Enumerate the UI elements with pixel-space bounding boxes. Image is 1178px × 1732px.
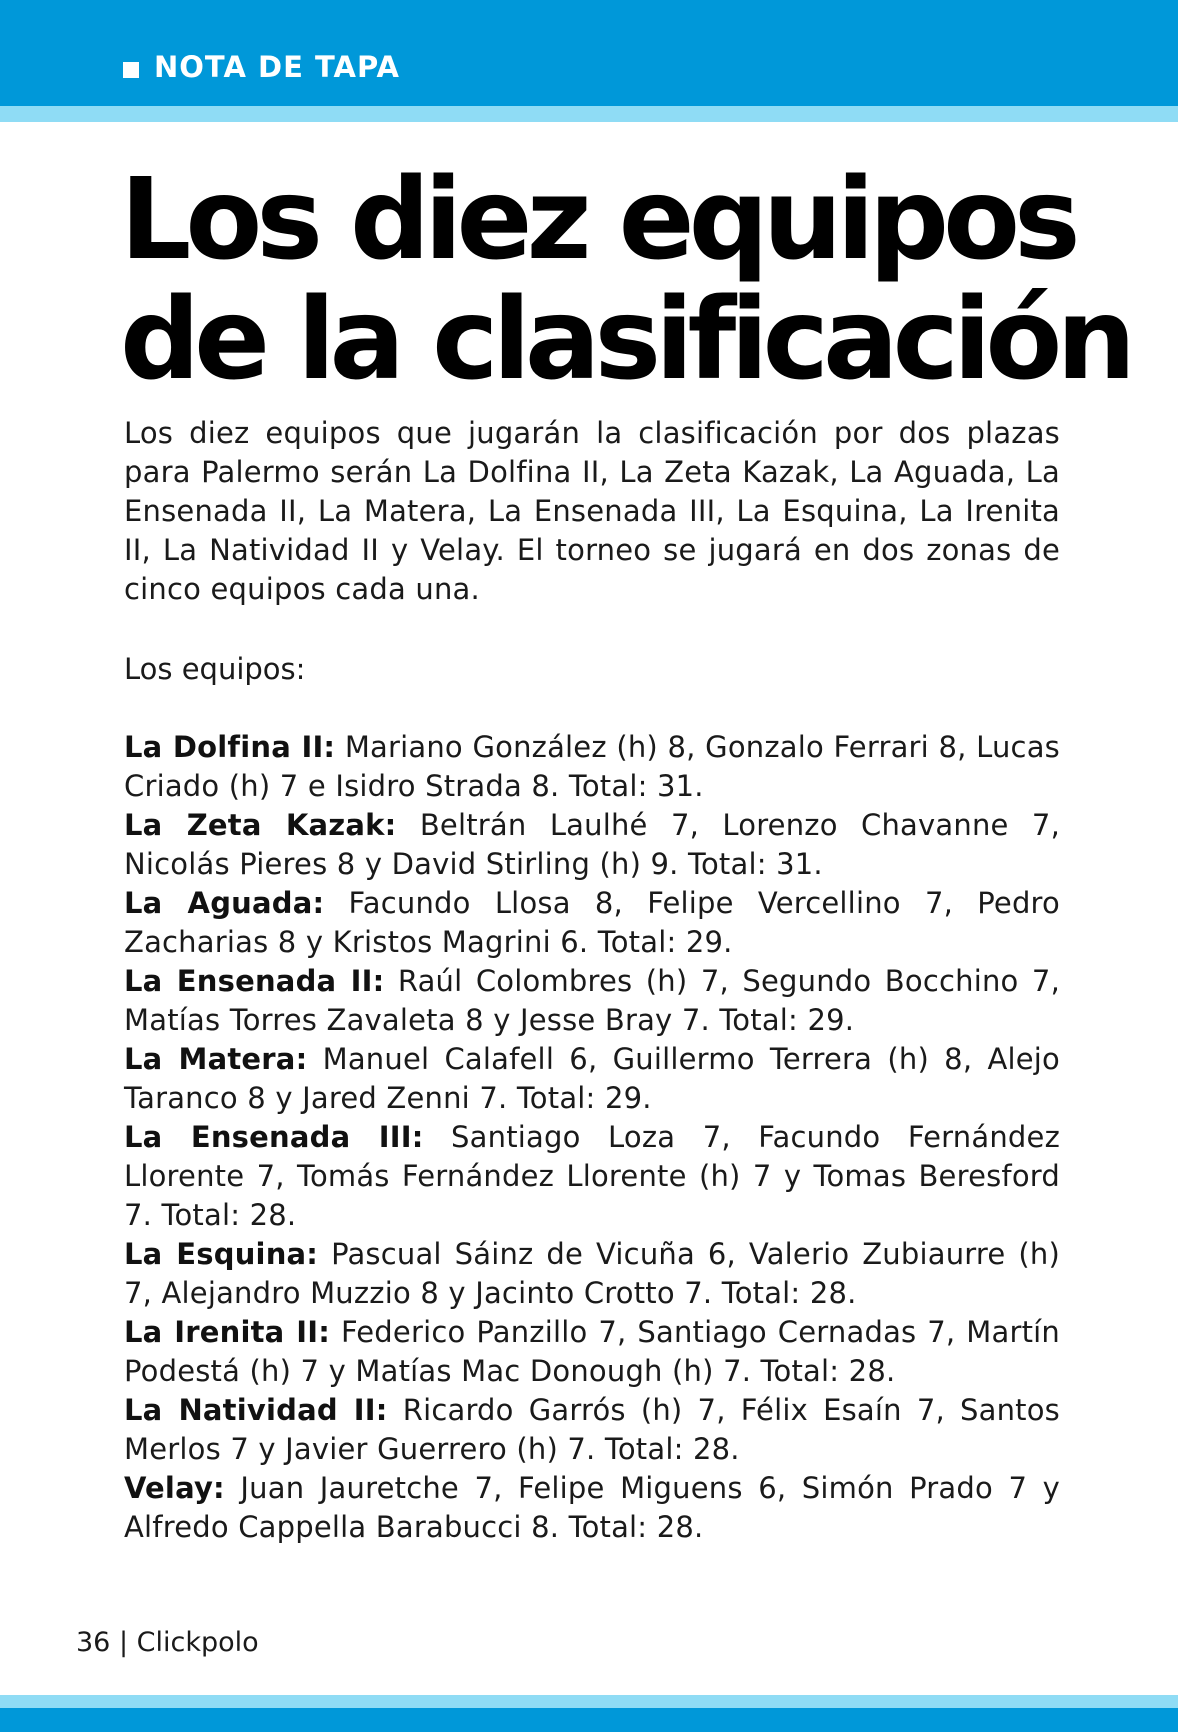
team-entry	[124, 1118, 1060, 1235]
team-name: La Irenita II:	[124, 1315, 331, 1349]
team-players: Juan Jauretche 7, Felipe Miguens 6, Simón Prado 7 y Alfredo Cappella Barabucci 8. Total: 28.	[124, 1471, 1061, 1544]
team-entry	[124, 728, 1060, 806]
team-entry	[124, 1235, 1060, 1313]
team-entry	[124, 962, 1060, 1040]
footer-band	[0, 1708, 1178, 1732]
team-name: La Natividad II:	[124, 1393, 388, 1427]
teams-heading: Los equipos:	[124, 652, 306, 686]
team-players: Facundo Llosa 8, Felipe Vercellino 7, Pedro Zacharias 8 y Kristos Magrini 6. Total: 29.	[124, 886, 1060, 959]
team-players: Raúl Colombres (h) 7, Segundo Bocchino 7, Matías Torres Zavaleta 8 y Jesse Bray 7. Total: 29.	[124, 964, 1060, 1037]
team-players: Mariano González (h) 8, Gonzalo Ferrari 8, Lucas Criado (h) 7 e Isidro Strada 8. Total: 31.	[124, 730, 1060, 803]
team-entry	[124, 884, 1060, 962]
footer-stripe	[0, 1695, 1178, 1708]
page-folio: 36 | Clickpolo	[76, 1627, 259, 1658]
section-label: NOTA DE TAPA	[154, 50, 400, 84]
team-entry	[124, 1313, 1060, 1391]
title-line-1: Los diez equipos	[120, 155, 1075, 285]
team-name: La Ensenada III:	[124, 1120, 424, 1154]
team-players: Federico Panzillo 7, Santiago Cernadas 7, Martín Podestá (h) 7 y Matías Mac Donough (h) 7. Total: 28.	[124, 1315, 1060, 1388]
team-entry	[124, 1040, 1060, 1118]
team-entry	[124, 806, 1060, 884]
team-players: Ricardo Garrós (h) 7, Félix Esaín 7, Santos Merlos 7 y Javier Guerrero (h) 7. Total: 28.	[124, 1393, 1060, 1466]
header-stripe	[0, 106, 1178, 122]
team-name: La Dolfina II:	[124, 730, 336, 764]
team-name: La Esquina:	[124, 1237, 319, 1271]
team-name: La Ensenada II:	[124, 964, 385, 998]
team-name: Velay:	[124, 1471, 225, 1505]
team-players: Manuel Calafell 6, Guillermo Terrera (h) 8, Alejo Taranco 8 y Jared Zenni 7. Total: 29.	[124, 1042, 1060, 1115]
team-list	[124, 728, 1060, 1547]
team-name: La Aguada:	[124, 886, 325, 920]
title-line-2: de la clasificación	[120, 275, 1131, 405]
team-entry	[124, 1469, 1060, 1547]
team-players: Santiago Loza 7, Facundo Fernández Llorente 7, Tomás Fernández Llorente (h) 7 y Tomas Beresford 7. Total: 28.	[124, 1120, 1061, 1232]
team-name: La Zeta Kazak:	[124, 808, 397, 842]
article-intro: Los diez equipos que jugarán la clasificación por dos plazas para Palermo serán La Dolfina II, La Zeta Kazak, La Aguada, La Ensenada II, La Matera, La Ensenada III, La Esquina, La Irenita II, La Natividad II y Velay. El torneo se jugará en dos zonas de cinco equipos cada una.	[124, 416, 1060, 606]
team-entry	[124, 1391, 1060, 1469]
article-title	[120, 155, 1131, 405]
section-square-icon	[123, 62, 139, 78]
team-name: La Matera:	[124, 1042, 308, 1076]
team-players: Pascual Sáinz de Vicuña 6, Valerio Zubiaurre (h) 7, Alejandro Muzzio 8 y Jacinto Crotto 7. Total: 28.	[124, 1237, 1060, 1310]
team-players: Beltrán Laulhé 7, Lorenzo Chavanne 7, Nicolás Pieres 8 y David Stirling (h) 9. Total: 31.	[124, 808, 1060, 881]
